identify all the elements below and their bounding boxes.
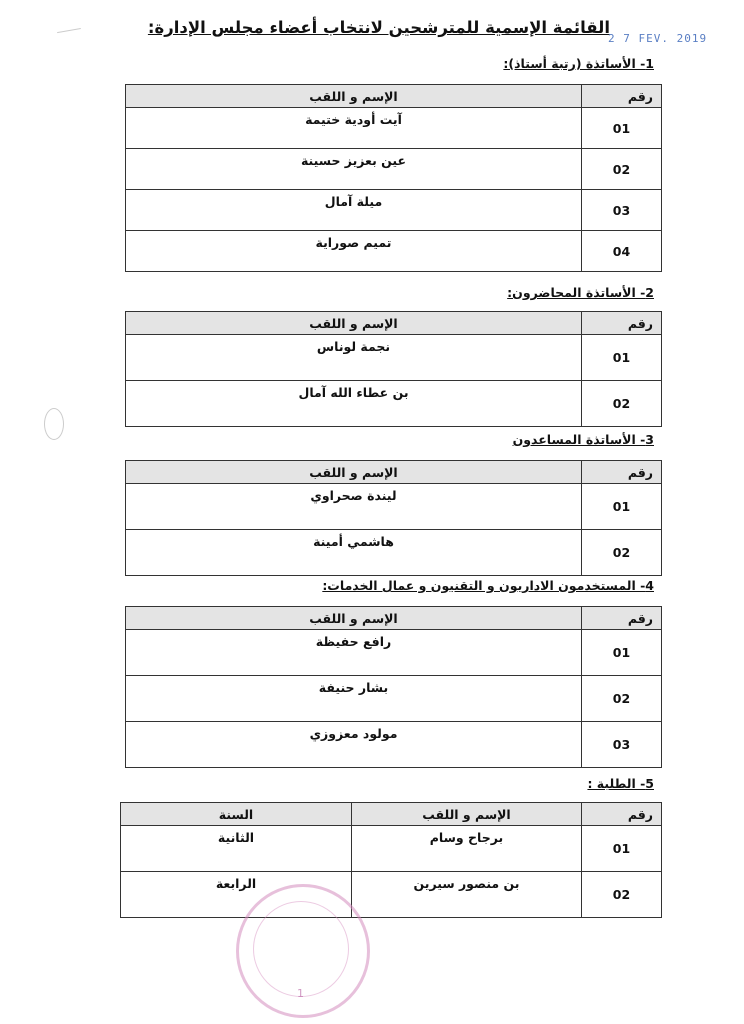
- row-num: 02: [582, 149, 662, 190]
- row-name: رافع حفيظة: [126, 630, 582, 676]
- row-num: 02: [582, 872, 662, 918]
- row-num: 01: [582, 108, 662, 149]
- row-name: مولود معزوزي: [126, 722, 582, 768]
- section-3-heading: 3- الأساتذة المساعدون: [512, 432, 654, 447]
- table-row: [121, 826, 662, 872]
- header-year: السنة: [121, 803, 352, 826]
- header-name: الإسم و اللقب: [126, 312, 582, 335]
- row-name: برجاح وسام: [352, 826, 582, 872]
- section-2-table: [125, 311, 662, 427]
- table-row: [126, 381, 662, 427]
- row-num: 02: [582, 676, 662, 722]
- header-num: رقم: [582, 85, 662, 108]
- table-row: [126, 231, 662, 272]
- row-num: 01: [582, 335, 662, 381]
- header-num: رقم: [582, 803, 662, 826]
- row-name: بشار حنيفة: [126, 676, 582, 722]
- pencil-mark: [44, 408, 64, 440]
- stamp-number: 1: [297, 987, 304, 1000]
- row-year: الرابعة: [121, 872, 352, 918]
- row-name: ليندة صحراوي: [126, 484, 582, 530]
- pencil-mark: [57, 28, 83, 45]
- section-4-table: [125, 606, 662, 768]
- row-name: عين بعزيز حسينة: [126, 149, 582, 190]
- row-name: هاشمي أمينة: [126, 530, 582, 576]
- row-year: الثانية: [121, 826, 352, 872]
- section-1-heading: 1- الأساتذة (رتبة أستاذ):: [503, 56, 654, 71]
- header-name: الإسم و اللقب: [352, 803, 582, 826]
- page-title: القائمة الإسمية للمترشحين لانتخاب أعضاء مجلس الإدارة:: [147, 18, 610, 37]
- table-row: [126, 190, 662, 231]
- row-num: 01: [582, 826, 662, 872]
- header-name: الإسم و اللقب: [126, 85, 582, 108]
- row-num: 01: [582, 630, 662, 676]
- header-num: رقم: [582, 312, 662, 335]
- official-stamp: [236, 884, 370, 1018]
- row-num: 04: [582, 231, 662, 272]
- table-row: [126, 149, 662, 190]
- table-row: [126, 722, 662, 768]
- section-5-heading: 5- الطلبة :: [587, 776, 654, 791]
- header-num: رقم: [582, 607, 662, 630]
- table-row: [121, 872, 662, 918]
- section-5-table: [120, 802, 662, 918]
- row-name: بن عطاء الله آمال: [126, 381, 582, 427]
- table-row: [126, 676, 662, 722]
- row-num: 01: [582, 484, 662, 530]
- row-num: 02: [582, 530, 662, 576]
- section-2-heading: 2- الأساتذة المحاضرون:: [507, 285, 654, 300]
- header-name: الإسم و اللقب: [126, 461, 582, 484]
- row-num: 03: [582, 190, 662, 231]
- table-row: [126, 108, 662, 149]
- header-name: الإسم و اللقب: [126, 607, 582, 630]
- date-stamp: 2 7 FEV. 2019: [608, 32, 708, 45]
- row-name: ميلة آمال: [126, 190, 582, 231]
- table-row: [126, 484, 662, 530]
- row-num: 03: [582, 722, 662, 768]
- row-num: 02: [582, 381, 662, 427]
- table-row: [126, 335, 662, 381]
- row-name: آيت أودية ختيمة: [126, 108, 582, 149]
- row-name: نجمة لوناس: [126, 335, 582, 381]
- section-4-heading: 4- المستخدمون الاداريون و التقنيون و عمال الخدمات:: [322, 578, 654, 593]
- header-num: رقم: [582, 461, 662, 484]
- section-1-table: [125, 84, 662, 272]
- row-name: تميم صوراية: [126, 231, 582, 272]
- section-3-table: [125, 460, 662, 576]
- row-name: بن منصور سيرين: [352, 872, 582, 918]
- stamp-inner-ring: [253, 901, 349, 997]
- table-row: [126, 530, 662, 576]
- table-row: [126, 630, 662, 676]
